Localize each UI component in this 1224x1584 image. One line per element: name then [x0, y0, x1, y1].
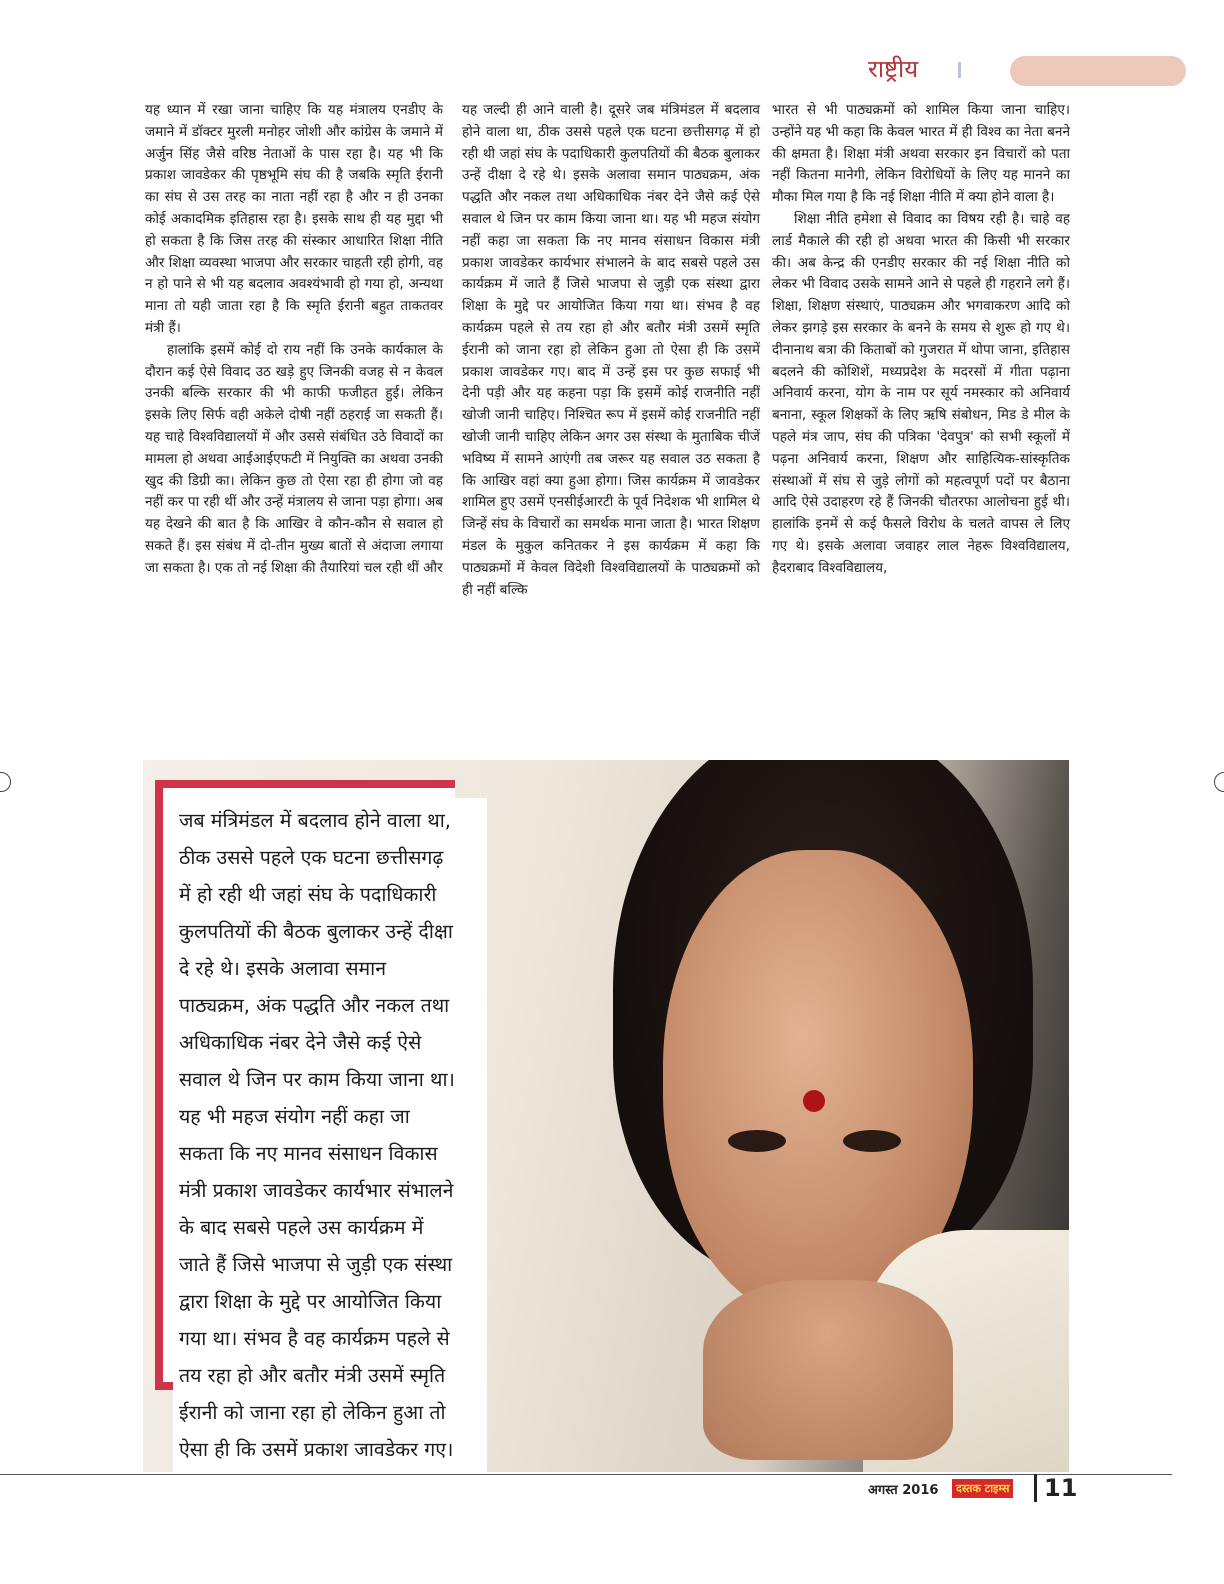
photo-eye: [843, 1130, 901, 1152]
pull-quote-line: के बाद सबसे पहले उस कार्यक्रम में: [179, 1216, 424, 1239]
pull-quote-line: जाते हैं जिसे भाजपा से जुड़ी एक संस्था: [179, 1253, 453, 1276]
pull-quote-line: ईरानी को जाना रहा हो लेकिन हुआ तो: [179, 1401, 446, 1424]
pull-quote-line: ठीक उससे पहले एक घटना छत्तीसगढ़: [179, 846, 444, 869]
photo-bindi: [803, 1090, 825, 1112]
pull-quote-line: ऐसा ही कि उसमें प्रकाश जावडेकर गए।: [179, 1438, 454, 1461]
issue-date: अगस्त 2016: [868, 1483, 939, 1498]
pull-quote-line: यह भी महज संयोग नहीं कहा जा: [179, 1105, 410, 1128]
pull-quote-line: द्वारा शिक्षा के मुद्दे पर आयोजित किया: [179, 1290, 442, 1313]
pull-quote-line: पाठ्यक्रम, अंक पद्धति और नकल तथा: [179, 994, 450, 1017]
registration-mark: [0, 772, 11, 792]
paragraph: यह ध्यान में रखा जाना चाहिए कि यह मंत्रालय एनडीए के जमाने में डॉक्टर मुरली मनोहर जोशी और कांग्रेस के जमाने में अर्जुन सिंह जैसे वरिष्ठ नेताओं के पास रहा है। यह भी कि प्रकाश जावडेकर की पृष्ठभूमि संघ की है जबकि स्मृति ईरानी का संघ से उस तरह का नाता नहीं रहा है और न ही उनका कोई अकादमिक इतिहास रहा है। इसके साथ ही यह मुद्दा भी हो सकता है कि जिस तरह की संस्कार आधारित शिक्षा नीति और शिक्षा व्यवस्था भाजपा और सरकार चाहती रही होगी, वह न हो पाने से भी यह बदलाव अवश्यंभावी हो गया हो, अन्यथा माना तो यही जाता रहा है कि स्मृति ईरानी बहुत ताकतवर मंत्री हैं।: [145, 102, 443, 336]
footer-rule: [0, 1474, 1172, 1475]
paragraph: शिक्षा नीति हमेशा से विवाद का विषय रही है। चाहे वह लार्ड मैकाले की रही हो अथवा भारत की किसी भी सरकार की। अब केन्द्र की एनडीए सरकार की नई शिक्षा नीति को लेकर भी विवाद उसके सामने आने से पहले ही गहराने लगे हैं। शिक्षा, शिक्षण संस्थाएं, पाठ्यक्रम और भगवाकरण आदि को लेकर झगड़े इस सरकार के बनने के समय से शुरू हो गए थे। दीनानाथ बत्रा की किताबों को गुजरात में थोपा जाना, इतिहास बदलने की कोशिशें, मध्यप्रदेश के मदरसों में गीता पढ़ाना अनिवार्य करना, योग के नाम पर सूर्य नमस्कार को अनिवार्य बनाना, स्कूल शिक्षकों के लिए ऋषि संबोधन, मिड डे मील के पहले मंत्र जाप, संघ की पत्रिका 'देवपुत्र' को सभी स्कूलों में पढ़ना अनिवार्य करना, शिक्षण और साहित्यिक-सांस्कृतिक संस्थाओं में संघ से जुड़े लोगों को महत्वपूर्ण पदों पर बैठाना आदि ऐसे उदाहरण रहे हैं जिनकी चौतरफा आलोचना हुई थी। हालांकि इनमें से कई फैसले विरोध के चलते वापस ले लिए गए थे। इसके अलावा जवाहर लाल नेहरू विश्वविद्यालय, हैदराबाद विश्वविद्यालय,: [772, 210, 1070, 576]
footer-divider: [1034, 1474, 1037, 1502]
header-decoration-pill: [1010, 56, 1186, 86]
pull-quote-line: जब मंत्रिमंडल में बदलाव होने वाला था,: [179, 809, 451, 832]
photo-eye: [728, 1130, 786, 1152]
registration-mark: [1214, 772, 1224, 792]
photo-hands: [703, 1280, 953, 1460]
page-number: 11: [1044, 1474, 1078, 1502]
header-separator: [958, 62, 961, 78]
pull-quote-line: तय रहा हो और बतौर मंत्री उसमें स्मृति: [179, 1364, 446, 1387]
article-column-3: [772, 100, 1070, 580]
pull-quote-line: सकता कि नए मानव संसाधन विकास: [179, 1142, 438, 1165]
section-title: राष्ट्रीय: [868, 55, 919, 83]
paragraph: हालांकि इसमें कोई दो राय नहीं कि उनके कार्यकाल के दौरान कई ऐसे विवाद उठ खड़े हुए जिनकी वजह से न केवल उनकी बल्कि सरकार की भी काफी फजीहत हुई। लेकिन इसके लिए सिर्फ वही अकेले दोषी नहीं ठहराई जा सकती हैं। यह चाहे विश्वविद्यालयों में और उससे संबंधित उठे विवादों का मामला हो अथवा आईआईएफटी में नियुक्ति का अथवा उनकी खुद की डिग्री का। लेकिन कुछ तो ऐसा रहा ही होगा जो वह नहीं कर पा रही थीं और उन्हें मंत्रालय से जाना पड़ा होगा। अब यह देखने की बात है कि आखिर वे कौन-कौन से सवाल हो सकते हैं। इस संबंध में दो-तीन मुख्य बातों से अंदाजा लगाया जा सकता है। एक तो नई शिक्षा की तैयारियां चल रही थीं और: [145, 341, 443, 576]
paragraph: यह जल्दी ही आने वाली है। दूसरे जब मंत्रिमंडल में बदलाव होने वाला था, ठीक उससे पहले एक घटना छत्तीसगढ़ में हो रही थी जहां संघ के पदाधिकारी कुलपतियों की बैठक बुलाकर उन्हें दीक्षा दे रहे थे। इसके अलावा समान पाठ्यक्रम, अंक पद्धति और नकल तथा अधिकाधिक नंबर देने जैसे कई ऐसे सवाल थे जिन पर काम किया जाना था। यह भी महज संयोग नहीं कहा जा सकता कि नए मानव संसाधन विकास मंत्री प्रकाश जावडेकर कार्यभार संभालने के बाद सबसे पहले उस कार्यक्रम में जाते हैं जिसे भाजपा से जुड़ी एक संस्था द्वारा शिक्षा के मुद्दे पर आयोजित किया गया था। संभव है वह कार्यक्रम पहले से तय रहा हो और बतौर मंत्री उसमें स्मृति ईरानी को जाना रहा हो लेकिन हुआ तो ऐसा ही कि उसमें प्रकाश जावडेकर गए। बाद में उन्हें इस पर कुछ सफाई भी देनी पड़ी और यह कहना पड़ा कि इसमें कोई राजनीति नहीं खोजी जानी चाहिए। निश्चित रूप में इसमें कोई राजनीति नहीं खोजी जानी चाहिए लेकिन अगर उस संस्था के मुताबिक चीजें भविष्य में सामने आएंगी तब जरूर यह सवाल उठ सकता है कि आखिर वहां क्या हुआ होगा। जिस कार्यक्रम में जावडेकर शामिल हुए उसमें एनसीईआरटी के पूर्व निदेशक भी शामिल थे जिन्हें संघ के विचारों का समर्थक माना जाता है। भारत शिक्षण मंडल के मुकुल कनितकर ने इस कार्यक्रम में कहा कि पाठ्यक्रमों में केवल विदेशी विश्वविद्यालयों के पाठ्यक्रमों को ही नहीं बल्कि: [462, 102, 760, 598]
pull-quote-line: कुलपतियों की बैठक बुलाकर उन्हें दीक्षा: [179, 920, 453, 943]
pull-quote-line: दे रहे थे। इसके अलावा समान: [179, 957, 387, 980]
pull-quote: [173, 798, 487, 1478]
pull-quote-line: मंत्री प्रकाश जावडेकर कार्यभार संभालने: [179, 1179, 454, 1202]
paragraph: भारत से भी पाठ्यक्रमों को शामिल किया जाना चाहिए। उन्होंने यह भी कहा कि केवल भारत में ही विश्व का नेता बनने की क्षमता है। शिक्षा मंत्री अथवा सरकार इन विचारों को पता नहीं कितना मानेगी, लेकिन विरोधियों के लिए यह मानने का मौका मिल गया है कि नई शिक्षा नीति में क्या होने वाला है।: [772, 102, 1070, 206]
article-column-2: [462, 100, 760, 601]
article-column-1: [145, 100, 443, 580]
pull-quote-line: अधिकाधिक नंबर देने जैसे कई ऐसे: [179, 1031, 422, 1054]
pull-quote-line: गया था। संभव है वह कार्यक्रम पहले से: [179, 1327, 450, 1350]
pull-quote-line: में हो रही थी जहां संघ के पदाधिकारी: [179, 883, 437, 906]
magazine-logo: दस्तक टाइम्स: [952, 1479, 1013, 1498]
pull-quote-line: सवाल थे जिन पर काम किया जाना था।: [179, 1068, 455, 1091]
